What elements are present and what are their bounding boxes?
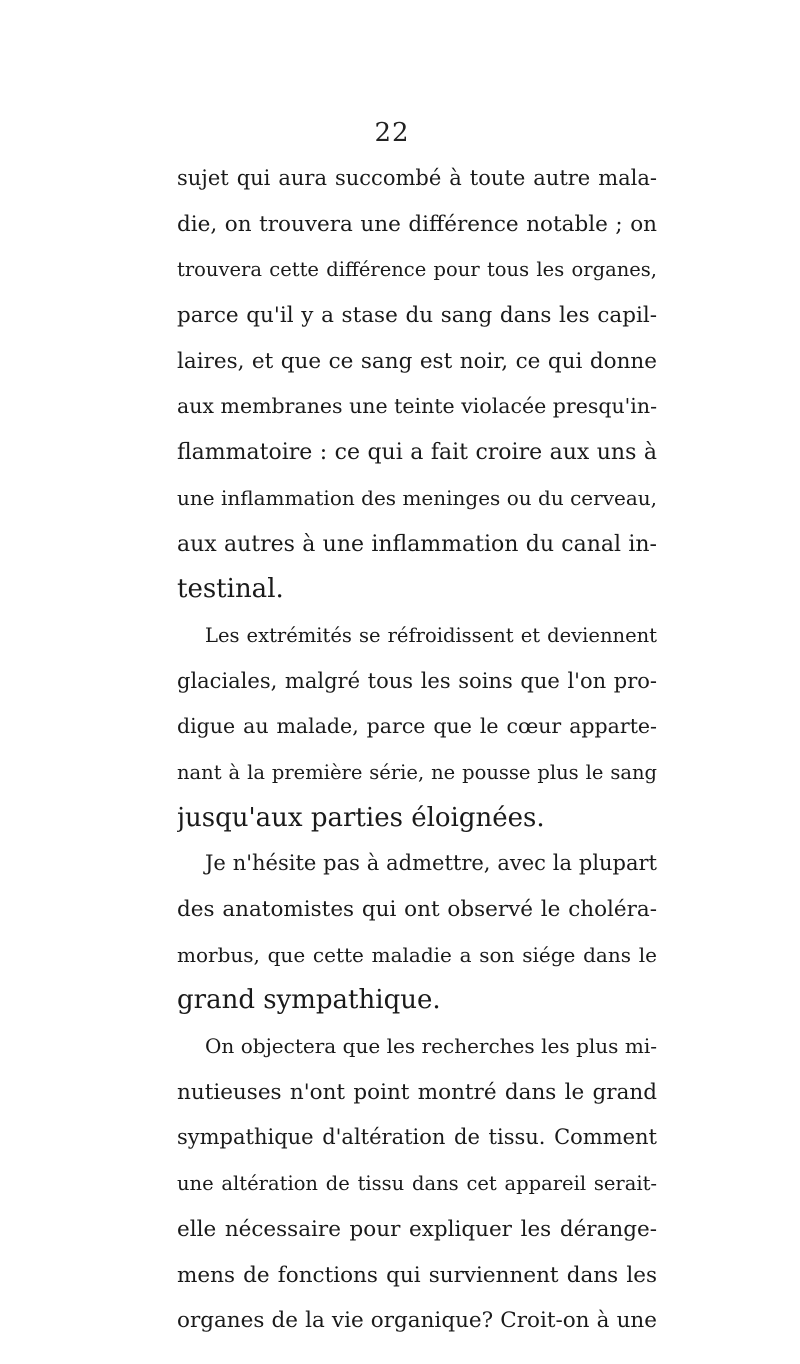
- text-line: die, on trouvera une différence notable ; on: [177, 211, 657, 237]
- text-line: grand sympathique.: [177, 985, 441, 1016]
- text-line: une inflammation des meninges ou du cerveau,: [177, 485, 657, 510]
- text-line: flammatoire : ce qui a fait croire aux uns à: [177, 440, 657, 466]
- text-line: parce qu'il y a stase du sang dans les capil-: [177, 303, 657, 329]
- text-line: testinal.: [177, 574, 284, 605]
- text-line: Je n'hésite pas à admettre, avec la plupart: [205, 851, 657, 876]
- text-line: nutieuses n'ont point montré dans le grand: [177, 1079, 657, 1105]
- text-line: mens de fonctions qui surviennent dans les: [177, 1262, 657, 1288]
- text-line: trouvera cette différence pour tous les organes,: [177, 258, 657, 282]
- text-line: morbus, que cette maladie a son siége dans le: [177, 942, 657, 967]
- text-line: aux membranes une teinte violacée presqu'in-: [177, 394, 657, 419]
- text-line: aux autres à une inflammation du canal in-: [177, 531, 657, 557]
- text-line: des anatomistes qui ont observé le choléra-: [177, 897, 657, 922]
- text-line: nant à la première série, ne pousse plus le sang: [177, 760, 657, 784]
- text-line: glaciales, malgré tous les soins que l'on pro-: [177, 668, 657, 693]
- text-line: laires, et que ce sang est noir, ce qui donne: [177, 348, 657, 374]
- text-line: Les extrémités se réfroidissent et deviennent: [205, 623, 657, 647]
- body-text: [177, 156, 657, 1344]
- text-line: digue au malade, parce que le cœur apparte-: [177, 714, 657, 739]
- text-line: elle nécessaire pour expliquer les dérange-: [177, 1216, 657, 1242]
- text-line: une altération de tissu dans cet appareil serait-: [177, 1172, 657, 1196]
- text-line: On objectera que les recherches les plus mi-: [205, 1034, 657, 1059]
- text-line: sympathique d'altération de tissu. Comment: [177, 1125, 657, 1150]
- text-line: organes de la vie organique? Croit-on à une: [177, 1308, 657, 1334]
- text-line: jusqu'aux parties éloignées.: [177, 802, 545, 833]
- text-line: sujet qui aura succombé à toute autre mala-: [177, 166, 657, 190]
- page-number: 22: [374, 118, 410, 148]
